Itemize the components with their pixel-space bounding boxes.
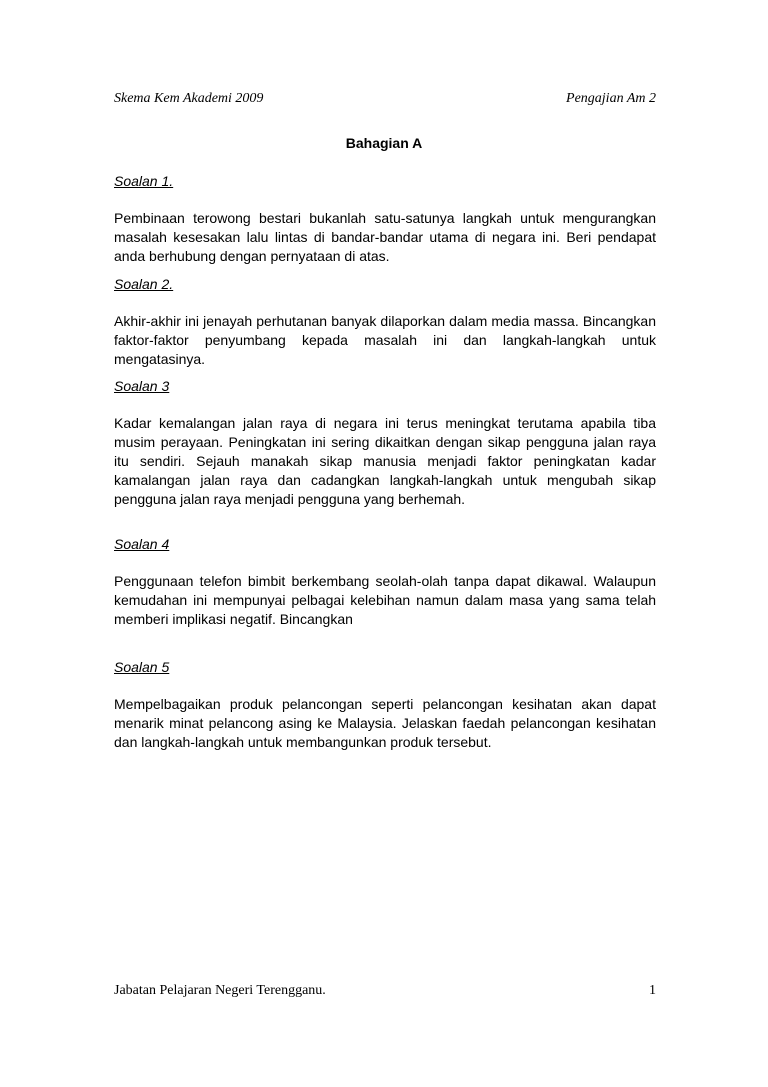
question-5 xyxy=(114,658,656,752)
question-heading: Soalan 5 xyxy=(114,659,170,675)
question-2 xyxy=(114,275,656,369)
header-course-title: Skema Kem Akademi 2009 xyxy=(114,91,264,106)
section-title: Bahagian A xyxy=(345,135,423,151)
question-heading: Soalan 1. xyxy=(114,173,174,189)
question-body: Mempelbagaikan produk pelancongan seperti pelancongan kesihatan akan dapat menarik minat pelancong asing ke Malaysia. Jelaskan faedah pelancongan kesihatan dan langkah-langkah untuk membangunkan produk tersebut. xyxy=(114,696,656,750)
question-body: Kadar kemalangan jalan raya di negara ini terus meningkat terutama apabila tiba musim perayaan. Peningkatan ini sering dikaitkan dengan sikap pengguna jalan raya itu sendiri. Sejauh manakah sikap manusia menjadi faktor peningkatan kadar kamalangan jalan raya dan cadangkan langkah-langkah untuk mengubah sikap pengguna jalan raya menjadi pengguna yang berhemah. xyxy=(114,415,657,507)
header-subject: Pengajian Am 2 xyxy=(566,91,656,106)
question-body: Penggunaan telefon bimbit berkembang seolah-olah tanpa dapat dikawal. Walaupun kemudahan ini mempunyai pelbagai kelebihan namun dalam masa yang sama telah memberi implikasi negatif. Bincangkan xyxy=(114,573,657,627)
question-heading: Soalan 3 xyxy=(114,378,170,394)
question-heading: Soalan 4 xyxy=(114,536,170,552)
question-4 xyxy=(114,535,656,629)
question-1 xyxy=(114,172,656,266)
page-number: 1 xyxy=(649,983,656,998)
page-footer xyxy=(114,983,656,1003)
question-3 xyxy=(114,377,656,509)
page-header xyxy=(114,91,656,111)
question-heading: Soalan 2. xyxy=(114,276,174,292)
question-body: Pembinaan terowong bestari bukanlah satu-satunya langkah untuk mengurangkan masalah kesesakan lalu lintas di bandar-bandar utama di negara ini. Beri pendapat anda berhubung dengan pernyataan di atas. xyxy=(114,210,657,264)
footer-organization: Jabatan Pelajaran Negeri Terengganu. xyxy=(114,983,326,998)
question-body: Akhir-akhir ini jenayah perhutanan banyak dilaporkan dalam media massa. Bincangkan faktor-faktor penyumbang kepada masalah ini dan langkah-langkah untuk mengatasinya. xyxy=(114,313,657,367)
